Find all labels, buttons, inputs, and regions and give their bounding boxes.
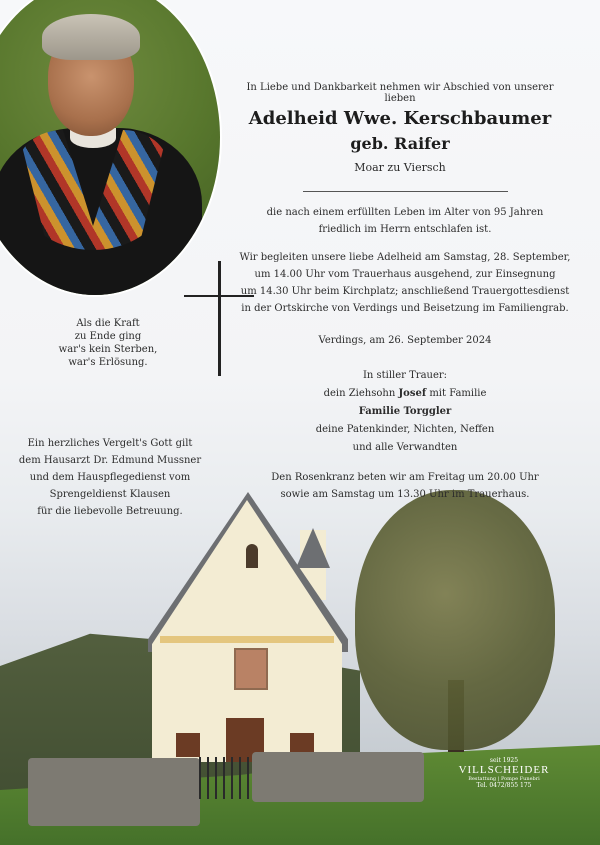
poem-line: war's Erlösung. bbox=[68, 357, 148, 368]
life-line: die nach einem erfüllten Leben im Alter von 95 Jahren bbox=[266, 207, 544, 218]
poem bbox=[38, 317, 178, 369]
stone-wall-right bbox=[252, 752, 424, 802]
logo-brand: VILLSCHEIDER bbox=[458, 764, 550, 776]
iron-gate bbox=[199, 757, 251, 799]
thanks-line: dem Hausarzt Dr. Edmund Mussner bbox=[18, 455, 202, 466]
rosary-paragraph bbox=[230, 469, 580, 503]
farm-name: Moar zu Viersch bbox=[354, 161, 446, 174]
deceased-name: Adelheid Wwe. Kerschbaumer bbox=[248, 108, 552, 129]
poem-line: war's kein Sterben, bbox=[58, 344, 158, 355]
mourners-line bbox=[230, 403, 580, 421]
mourners-line: deine Patenkinder, Nichten, Neffen bbox=[315, 424, 495, 435]
funeral-line: um 14.00 Uhr vom Trauerhaus ausgehend, zur Einsegnung bbox=[254, 269, 556, 280]
life-line: friedlich im Herrn entschlafen ist. bbox=[318, 224, 492, 235]
stone-wall-left bbox=[28, 758, 200, 826]
thanks-paragraph bbox=[10, 435, 210, 520]
chapel-left-window bbox=[176, 733, 200, 757]
logo-phone: Tel. 0472/855 175 bbox=[476, 782, 532, 789]
thanks-line: und dem Hauspflegedienst vom bbox=[29, 472, 191, 483]
intro-text: In Liebe und Dankbarkeit nehmen wir Abschied von unserer lieben bbox=[246, 82, 554, 104]
mourners-line bbox=[230, 385, 580, 403]
portrait-hair bbox=[42, 14, 140, 60]
mourners-text: mit Familie bbox=[426, 388, 487, 399]
divider bbox=[303, 191, 508, 192]
funeral-line: um 14.30 Uhr beim Kirchplatz; anschließend Trauergottesdienst bbox=[240, 286, 570, 297]
mourners-heading: In stiller Trauer: bbox=[362, 370, 448, 381]
funeral-line: Wir begleiten unsere liebe Adelheid am Samstag, 28. September, bbox=[239, 252, 571, 263]
thanks-line: für die liebevolle Betreuung. bbox=[37, 506, 183, 517]
logo-since: seit 1925 bbox=[489, 757, 519, 764]
poem-line: Als die Kraft bbox=[76, 318, 140, 329]
thanks-line: Ein herzliches Vergelt's Gott gilt bbox=[27, 438, 193, 449]
birth-name: geb. Raifer bbox=[350, 134, 450, 153]
mourners-text: dein Ziehsohn bbox=[323, 388, 399, 399]
portrait-photo bbox=[0, 0, 220, 295]
chapel-fresco bbox=[234, 648, 268, 690]
chapel-band bbox=[160, 636, 334, 643]
mourners-bold-family: Familie Torggler bbox=[358, 406, 452, 417]
mourners-block bbox=[230, 367, 580, 457]
place-date: Verdings, am 26. September 2024 bbox=[318, 335, 492, 346]
funeral-line: in der Ortskirche von Verdings und Beisetzung im Familiengrab. bbox=[241, 303, 569, 314]
rosary-line: Den Rosenkranz beten wir am Freitag um 20.00 Uhr bbox=[271, 472, 539, 483]
life-paragraph bbox=[230, 204, 580, 238]
cross-icon bbox=[218, 261, 221, 376]
mourners-line: und alle Verwandten bbox=[352, 442, 458, 453]
funeral-paragraph bbox=[230, 249, 580, 317]
funeral-home-logo bbox=[452, 757, 556, 789]
rosary-line: sowie am Samstag um 13.30 Uhr im Trauerhaus. bbox=[280, 489, 530, 500]
thanks-line: Sprengeldienst Klausen bbox=[49, 489, 171, 500]
mourners-bold-name: Josef bbox=[398, 388, 427, 399]
logo-subtitle: Bestattung | Pompe Funebri bbox=[468, 776, 540, 782]
poem-line: zu Ende ging bbox=[74, 331, 142, 342]
linden-tree bbox=[355, 490, 555, 750]
chapel-window bbox=[246, 544, 258, 568]
